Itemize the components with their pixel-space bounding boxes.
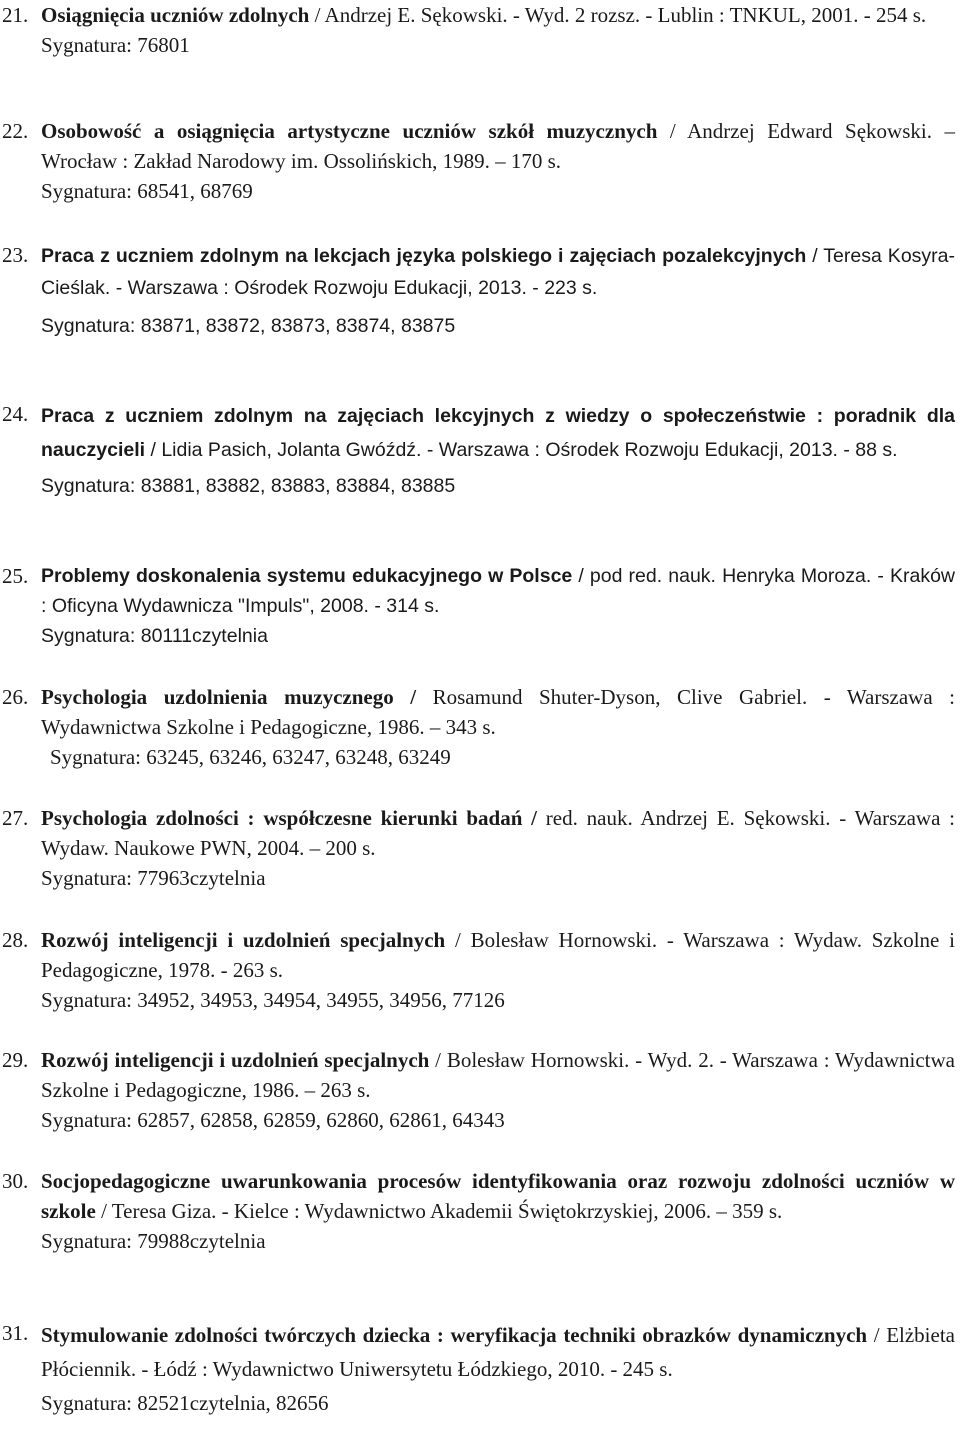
entry-title: Praca z uczniem zdolnym na zajęciach lekcyjnych z wiedzy o społeczeństwie : poradnik dla nauczycieli: [41, 405, 955, 461]
entry-details: Rosamund Shuter-Dyson, Clive Gabriel. - Warszawa : Wydawnictwa Szkolne i Pedagogiczne, 1986. – 343 s.: [41, 685, 955, 739]
entry-title: Rozwój inteligencji i uzdolnień specjalnych: [41, 1048, 430, 1072]
entry-signature: Sygnatura: 76801: [41, 33, 190, 57]
bibliography-entry: [0, 925, 960, 1015]
bibliography-entry: [0, 240, 960, 342]
entry-details: / Teresa Kosyra-Cieślak. - Warszawa : Ośrodek Rozwoju Edukacji, 2013. - 223 s.: [41, 245, 955, 299]
entry-text: [41, 240, 955, 342]
entry-details: / Bolesław Hornowski. - Warszawa : Wydaw. Szkolne i Pedagogiczne, 1978. - 263 s.: [41, 928, 955, 982]
entry-text: [41, 561, 955, 651]
bibliography-entry: [0, 803, 960, 893]
entry-signature: Sygnatura: 80111czytelnia: [41, 625, 268, 647]
entry-text: [41, 1045, 955, 1135]
entry-number: 23.: [2, 243, 29, 267]
bibliography-entry: [0, 561, 960, 651]
entry-title: Socjopedagogiczne uwarunkowania procesów identyfikowania oraz rozwoju zdolności uczniów w szkole: [41, 1169, 955, 1223]
entry-text: [41, 116, 955, 206]
entry-signature: Sygnatura: 79988czytelnia: [41, 1229, 266, 1253]
entry-details: / Teresa Giza. - Kielce : Wydawnictwo Akademii Świętokrzyskiej, 2006. – 359 s.: [95, 1199, 783, 1223]
entry-signature: Sygnatura: 62857, 62858, 62859, 62860, 62861, 64343: [41, 1108, 505, 1132]
entry-number: 29.: [2, 1048, 29, 1072]
entry-details: red. nauk. Andrzej E. Sękowski. - Warszawa : Wydaw. Naukowe PWN, 2004. – 200 s.: [41, 806, 956, 860]
entry-number: 25.: [2, 564, 29, 588]
entry-title: Rozwój inteligencji i uzdolnień specjalnych: [41, 928, 446, 952]
entry-title: Psychologia zdolności : współczesne kierunki badań /: [41, 806, 538, 830]
entry-signature: Sygnatura: 68541, 68769: [41, 179, 253, 203]
bibliography-entry: [0, 682, 960, 772]
entry-title: Osobowość a osiągnięcia artystyczne uczniów szkół muzycznych: [41, 119, 658, 143]
entry-text: [41, 399, 955, 503]
entry-text: [41, 1318, 955, 1420]
entry-signature: Sygnatura: 63245, 63246, 63247, 63248, 63249: [50, 745, 451, 769]
entry-text: [41, 803, 955, 893]
entry-number: 31.: [2, 1321, 29, 1345]
entry-details: / Bolesław Hornowski. - Wyd. 2. - Warszawa : Wydawnictwa Szkolne i Pedagogiczne, 1986. – 263 s.: [41, 1048, 955, 1102]
bibliography-entry: [0, 399, 960, 503]
entry-number: 21.: [2, 3, 29, 27]
entry-title: Osiągnięcia uczniów zdolnych: [41, 3, 310, 27]
entry-number: 24.: [2, 402, 29, 426]
entry-title: Problemy doskonalenia systemu edukacyjnego w Polsce: [41, 565, 573, 587]
entry-title: Praca z uczniem zdolnym na lekcjach języka polskiego i zajęciach pozalekcyjnych: [41, 245, 807, 267]
bibliography-entry: [0, 0, 960, 60]
entry-details: / Andrzej E. Sękowski. - Wyd. 2 rozsz. - Lublin : TNKUL, 2001. - 254 s.: [309, 3, 927, 27]
bibliography-entry: [0, 116, 960, 206]
entry-number: 27.: [2, 806, 29, 830]
entry-number: 28.: [2, 928, 29, 952]
entry-signature: Sygnatura: 77963czytelnia: [41, 866, 266, 890]
entry-text: [41, 1166, 955, 1256]
bibliography-entry: [0, 1166, 960, 1256]
entry-number: 22.: [2, 119, 29, 143]
entry-title: Stymulowanie zdolności twórczych dziecka : weryfikacja techniki obrazków dynamicznych: [41, 1323, 868, 1347]
entry-details: / Lidia Pasich, Jolanta Gwóźdź. - Warszawa : Ośrodek Rozwoju Edukacji, 2013. - 88 s.: [145, 439, 898, 461]
entry-text: [41, 682, 955, 772]
entry-signature: Sygnatura: 82521czytelnia, 82656: [41, 1391, 329, 1415]
bibliography-entry: [0, 1318, 960, 1420]
entry-signature: Sygnatura: 34952, 34953, 34954, 34955, 34956, 77126: [41, 988, 505, 1012]
entry-details: / pod red. nauk. Henryka Moroza. - Kraków : Oficyna Wydawnicza "Impuls", 2008. - 314 s.: [41, 565, 955, 617]
entry-details: / Andrzej Edward Sękowski. – Wrocław : Zakład Narodowy im. Ossolińskich, 1989. – 170 s.: [41, 119, 955, 173]
entry-details: / Elżbieta Płóciennik. - Łódź : Wydawnictwo Uniwersytetu Łódzkiego, 2010. - 245 s.: [41, 1323, 955, 1381]
entry-text: [41, 0, 955, 60]
entry-number: 30.: [2, 1169, 29, 1193]
entry-text: [41, 925, 955, 1015]
entry-title: Psychologia uzdolnienia muzycznego /: [41, 685, 417, 709]
entry-signature: Sygnatura: 83871, 83872, 83873, 83874, 83875: [41, 315, 456, 337]
bibliography-entry: [0, 1045, 960, 1135]
entry-number: 26.: [2, 685, 29, 709]
entry-signature: Sygnatura: 83881, 83882, 83883, 83884, 83885: [41, 475, 456, 497]
